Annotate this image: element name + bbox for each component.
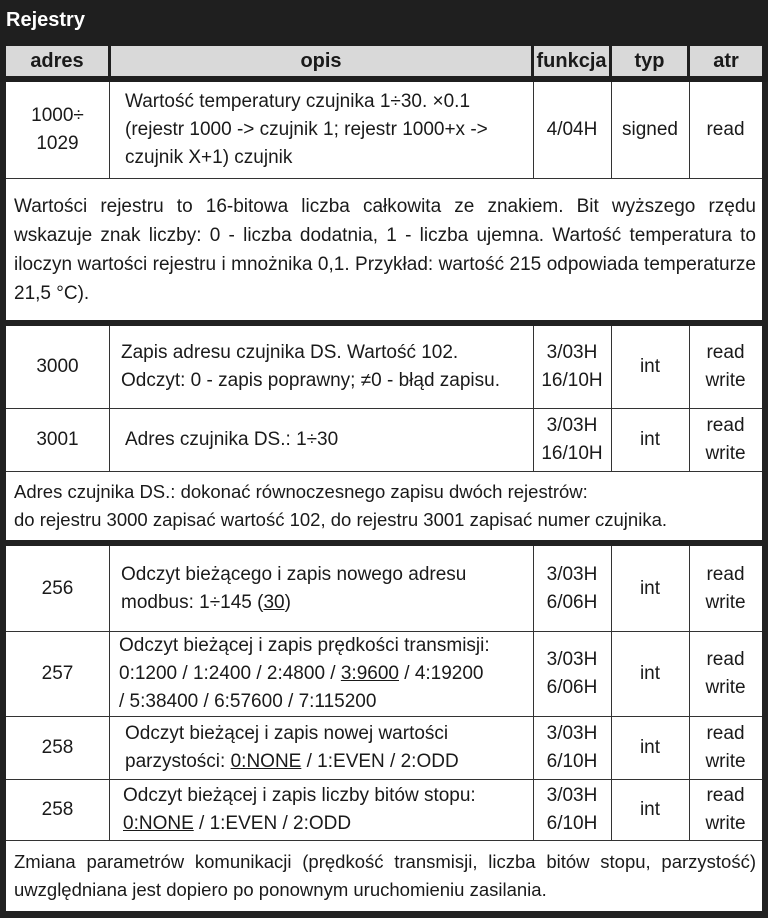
- cell-typ: int: [639, 356, 661, 377]
- cell-funkcja: 4/04H: [546, 119, 598, 140]
- cell-typ: int: [639, 799, 661, 820]
- header-opis: opis: [111, 46, 531, 76]
- cell-adres: 1000÷ 1029: [31, 105, 84, 154]
- divider: [689, 82, 690, 178]
- cell-funkcja: 3/03H 6/06H: [546, 649, 598, 698]
- table-row: [0, 632, 768, 716]
- cell-typ: int: [639, 577, 661, 599]
- default-value: 0:NONE: [123, 813, 194, 834]
- cell-atr: read write: [705, 415, 746, 464]
- table-row: [0, 717, 768, 779]
- note-ds-address: [0, 472, 768, 540]
- cell-opis-text: Odczyt bieżącego i zapis nowego adresu modbus: 1÷145 (: [121, 563, 467, 613]
- cell-opis: [109, 632, 533, 716]
- cell-opis-text: Odczyt bieżącej i zapis prędkości transmisji: 0:1200 / 1:2400 / 2:4800 /: [119, 635, 490, 684]
- cell-typ: int: [639, 429, 661, 450]
- cell-opis-text: Odczyt bieżącej i zapis nowej wartości parzystości:: [125, 723, 449, 772]
- divider: [689, 326, 690, 471]
- divider: [611, 546, 612, 840]
- cell-funkcja: 3/03H 16/10H: [541, 415, 603, 464]
- cell-opis: [109, 717, 533, 779]
- cell-adres: 3001: [36, 429, 79, 450]
- cell-opis: Wartość temperatury czujnika 1÷30. ×0.1 (rejestr 1000 -> czujnik 1; rejestr 1000+x -> czujnik X+1) czujnik: [125, 91, 488, 168]
- note-communication-text: Zmiana parametrów komunikacji (prędkość transmisji, liczba bitów stopu, parzystość) uwzględniana jest dopiero po ponownym uruchomieniu zasilania.: [14, 851, 756, 900]
- cell-atr: read write: [705, 723, 746, 772]
- divider: [611, 326, 612, 471]
- cell-typ: signed: [622, 119, 678, 140]
- header-adres: adres: [6, 46, 108, 76]
- bottom-border: [0, 911, 768, 918]
- cell-atr: read: [706, 119, 745, 140]
- cell-adres: 256: [41, 577, 74, 599]
- cell-adres: 3000: [36, 356, 79, 377]
- divider: [109, 326, 110, 471]
- divider: [109, 546, 110, 840]
- note-temperature-text: Wartości rejestru to 16-bitowa liczba całkowita ze znakiem. Bit wyższego rzędu wskazuje znak liczby: 0 - liczba dodatnia, 1 - liczba ujemna. Wartość temperatura to iloczyn wartości rejestru i mnożnika 0,1. Przykład: wartość 215 odpowiada temperaturze 21,5 °C).: [14, 195, 756, 304]
- cell-opis: [109, 546, 533, 631]
- cell-typ: int: [639, 663, 661, 684]
- table-row: [0, 780, 768, 840]
- cell-adres: 258: [41, 737, 74, 758]
- table-row: [0, 82, 768, 178]
- cell-opis-text: / 1:EVEN / 2:ODD: [301, 751, 459, 772]
- table-title: Rejestry: [0, 0, 768, 40]
- cell-atr: read write: [705, 649, 746, 698]
- default-value: 0:NONE: [230, 751, 302, 772]
- note-ds-address-line2: do rejestru 3000 zapisać wartość 102, do rejestru 3001 zapisać numer czujnika.: [14, 509, 667, 530]
- divider: [533, 82, 534, 178]
- cell-opis-text: / 4:19200 / 5:38400 / 6:57600 / 7:115200: [119, 663, 484, 712]
- default-value: 30: [263, 591, 285, 613]
- cell-opis-text: Odczyt bieżącej i zapis liczby bitów stopu:: [123, 785, 476, 806]
- cell-atr: read write: [705, 785, 746, 834]
- cell-opis-text: / 1:EVEN / 2:ODD: [193, 813, 352, 834]
- cell-adres: 257: [41, 663, 74, 684]
- divider: [689, 546, 690, 840]
- note-ds-address-line1: Adres czujnika DS.: dokonać równoczesnego zapisu dwóch rejestrów:: [14, 481, 588, 502]
- header-typ: typ: [612, 46, 687, 76]
- table-row: [0, 546, 768, 631]
- header-atr: atr: [690, 46, 762, 76]
- cell-opis: Adres czujnika DS.: 1÷30: [125, 429, 339, 450]
- divider: [109, 82, 110, 178]
- cell-adres: 258: [41, 799, 74, 820]
- table-row: [0, 326, 768, 408]
- cell-funkcja: 3/03H 6/06H: [546, 563, 598, 613]
- cell-opis: [109, 780, 533, 840]
- divider: [533, 546, 534, 840]
- default-value: 3:9600: [340, 663, 399, 684]
- cell-atr: read write: [705, 563, 746, 613]
- note-temperature: [0, 179, 768, 320]
- divider: [533, 326, 534, 471]
- header-row: [0, 40, 768, 82]
- cell-opis-text: ): [284, 591, 291, 613]
- cell-opis: Zapis adresu czujnika DS. Wartość 102. Odczyt: 0 - zapis poprawny; ≠0 - błąd zapisu.: [121, 342, 500, 391]
- divider: [611, 82, 612, 178]
- cell-atr: read write: [705, 342, 746, 391]
- cell-typ: int: [639, 737, 661, 758]
- header-funkcja: funkcja: [534, 46, 609, 76]
- note-communication: [0, 841, 768, 911]
- cell-funkcja: 3/03H 6/10H: [546, 785, 598, 834]
- cell-funkcja: 3/03H 16/10H: [541, 342, 603, 391]
- cell-funkcja: 3/03H 6/10H: [546, 723, 598, 772]
- table-row: [0, 409, 768, 471]
